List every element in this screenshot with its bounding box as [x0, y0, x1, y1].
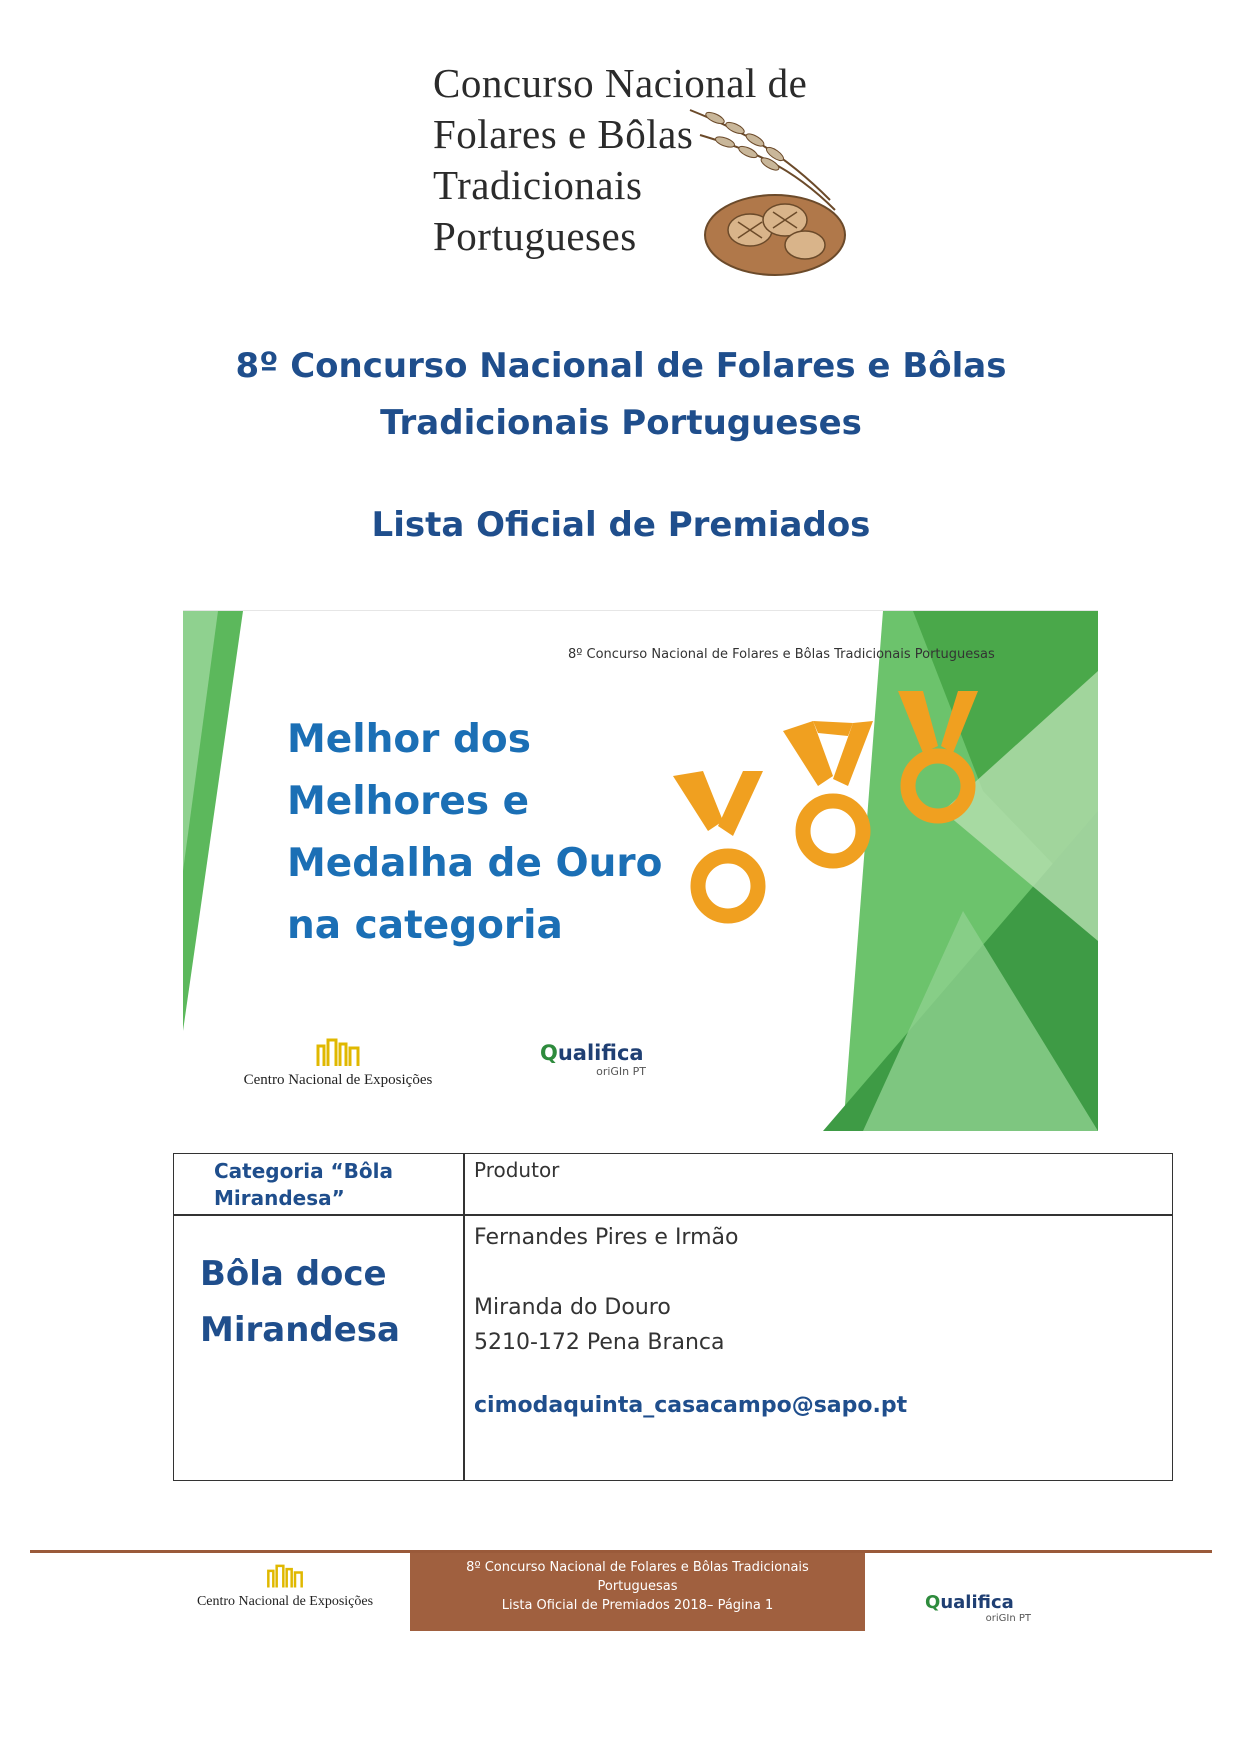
category-header-line: Categoria “Bôla — [214, 1159, 394, 1183]
footer-box-line: 8º Concurso Nacional de Folares e Bôlas Tradicionais — [466, 1560, 809, 1575]
logo-line: Folares e Bôlas — [433, 111, 694, 157]
qualifica-name-rest: ualifica — [557, 1041, 644, 1065]
logo-line: Concurso Nacional de — [433, 60, 808, 106]
medals-icon — [673, 691, 1003, 991]
footer-info-box — [410, 1553, 865, 1631]
table-divider — [174, 1214, 1172, 1216]
page-title — [0, 338, 1242, 452]
bread-wheat-icon — [680, 90, 850, 280]
banner-heading-line: Melhor dos — [287, 717, 531, 762]
cne-label: Centro Nacional de Exposições — [196, 1594, 374, 1609]
title-line: Tradicionais Portugueses — [380, 403, 862, 443]
qualifica-logo — [540, 1041, 660, 1078]
banner-heading-line: Medalha de Ouro — [287, 841, 663, 886]
award-table — [173, 1153, 1173, 1481]
producer-name: Fernandes Pires e Irmão — [474, 1225, 739, 1250]
footer-box-line: Portuguesas — [597, 1579, 678, 1594]
qualifica-name — [925, 1592, 1045, 1613]
cne-label: Centro Nacional de Exposições — [243, 1072, 433, 1088]
producer-info — [474, 1220, 738, 1360]
spacer — [474, 1255, 738, 1290]
qualifica-q-mark: Q — [925, 1592, 941, 1613]
footer-qualifica-logo — [925, 1592, 1045, 1624]
page-subtitle: Lista Oficial de Premiados — [371, 505, 871, 545]
logo-line: Tradicionais — [433, 162, 643, 208]
banner-heading-line: Melhores e — [287, 779, 530, 824]
category-header-line: Mirandesa” — [214, 1186, 345, 1210]
qualifica-origin-label: oriGIn PT — [596, 1065, 646, 1078]
table-divider — [463, 1154, 465, 1480]
qualifica-name — [540, 1041, 660, 1065]
qualifica-origin-label: oriGIn PT — [985, 1613, 1031, 1624]
cne-building-icon — [314, 1036, 362, 1066]
producer-header: Produtor — [474, 1158, 560, 1182]
cne-logo — [223, 1036, 453, 1089]
qualifica-name-rest: ualifica — [940, 1592, 1014, 1613]
footer-cne-logo — [170, 1562, 400, 1610]
producer-address-line: 5210-172 Pena Branca — [474, 1330, 725, 1355]
banner-heading-line: na categoria — [287, 903, 563, 948]
category-header — [214, 1158, 393, 1212]
cne-building-icon — [265, 1562, 305, 1588]
qualifica-q-mark: Q — [540, 1041, 558, 1065]
award-banner — [183, 610, 1098, 1131]
logo-line: Portugueses — [433, 213, 637, 259]
product-name-line: Mirandesa — [200, 1310, 400, 1350]
producer-email[interactable]: cimodaquinta_casacampo@sapo.pt — [474, 1393, 908, 1418]
product-name — [200, 1246, 400, 1358]
footer-box-line: Lista Oficial de Premiados 2018– Página 1 — [501, 1598, 774, 1613]
producer-address-line: Miranda do Douro — [474, 1295, 671, 1320]
banner-heading — [287, 709, 662, 957]
banner-caption: 8º Concurso Nacional de Folares e Bôlas Tradicionais Portuguesas — [568, 647, 995, 662]
product-name-line: Bôla doce — [200, 1254, 387, 1294]
title-line: 8º Concurso Nacional de Folares e Bôlas — [235, 346, 1007, 386]
